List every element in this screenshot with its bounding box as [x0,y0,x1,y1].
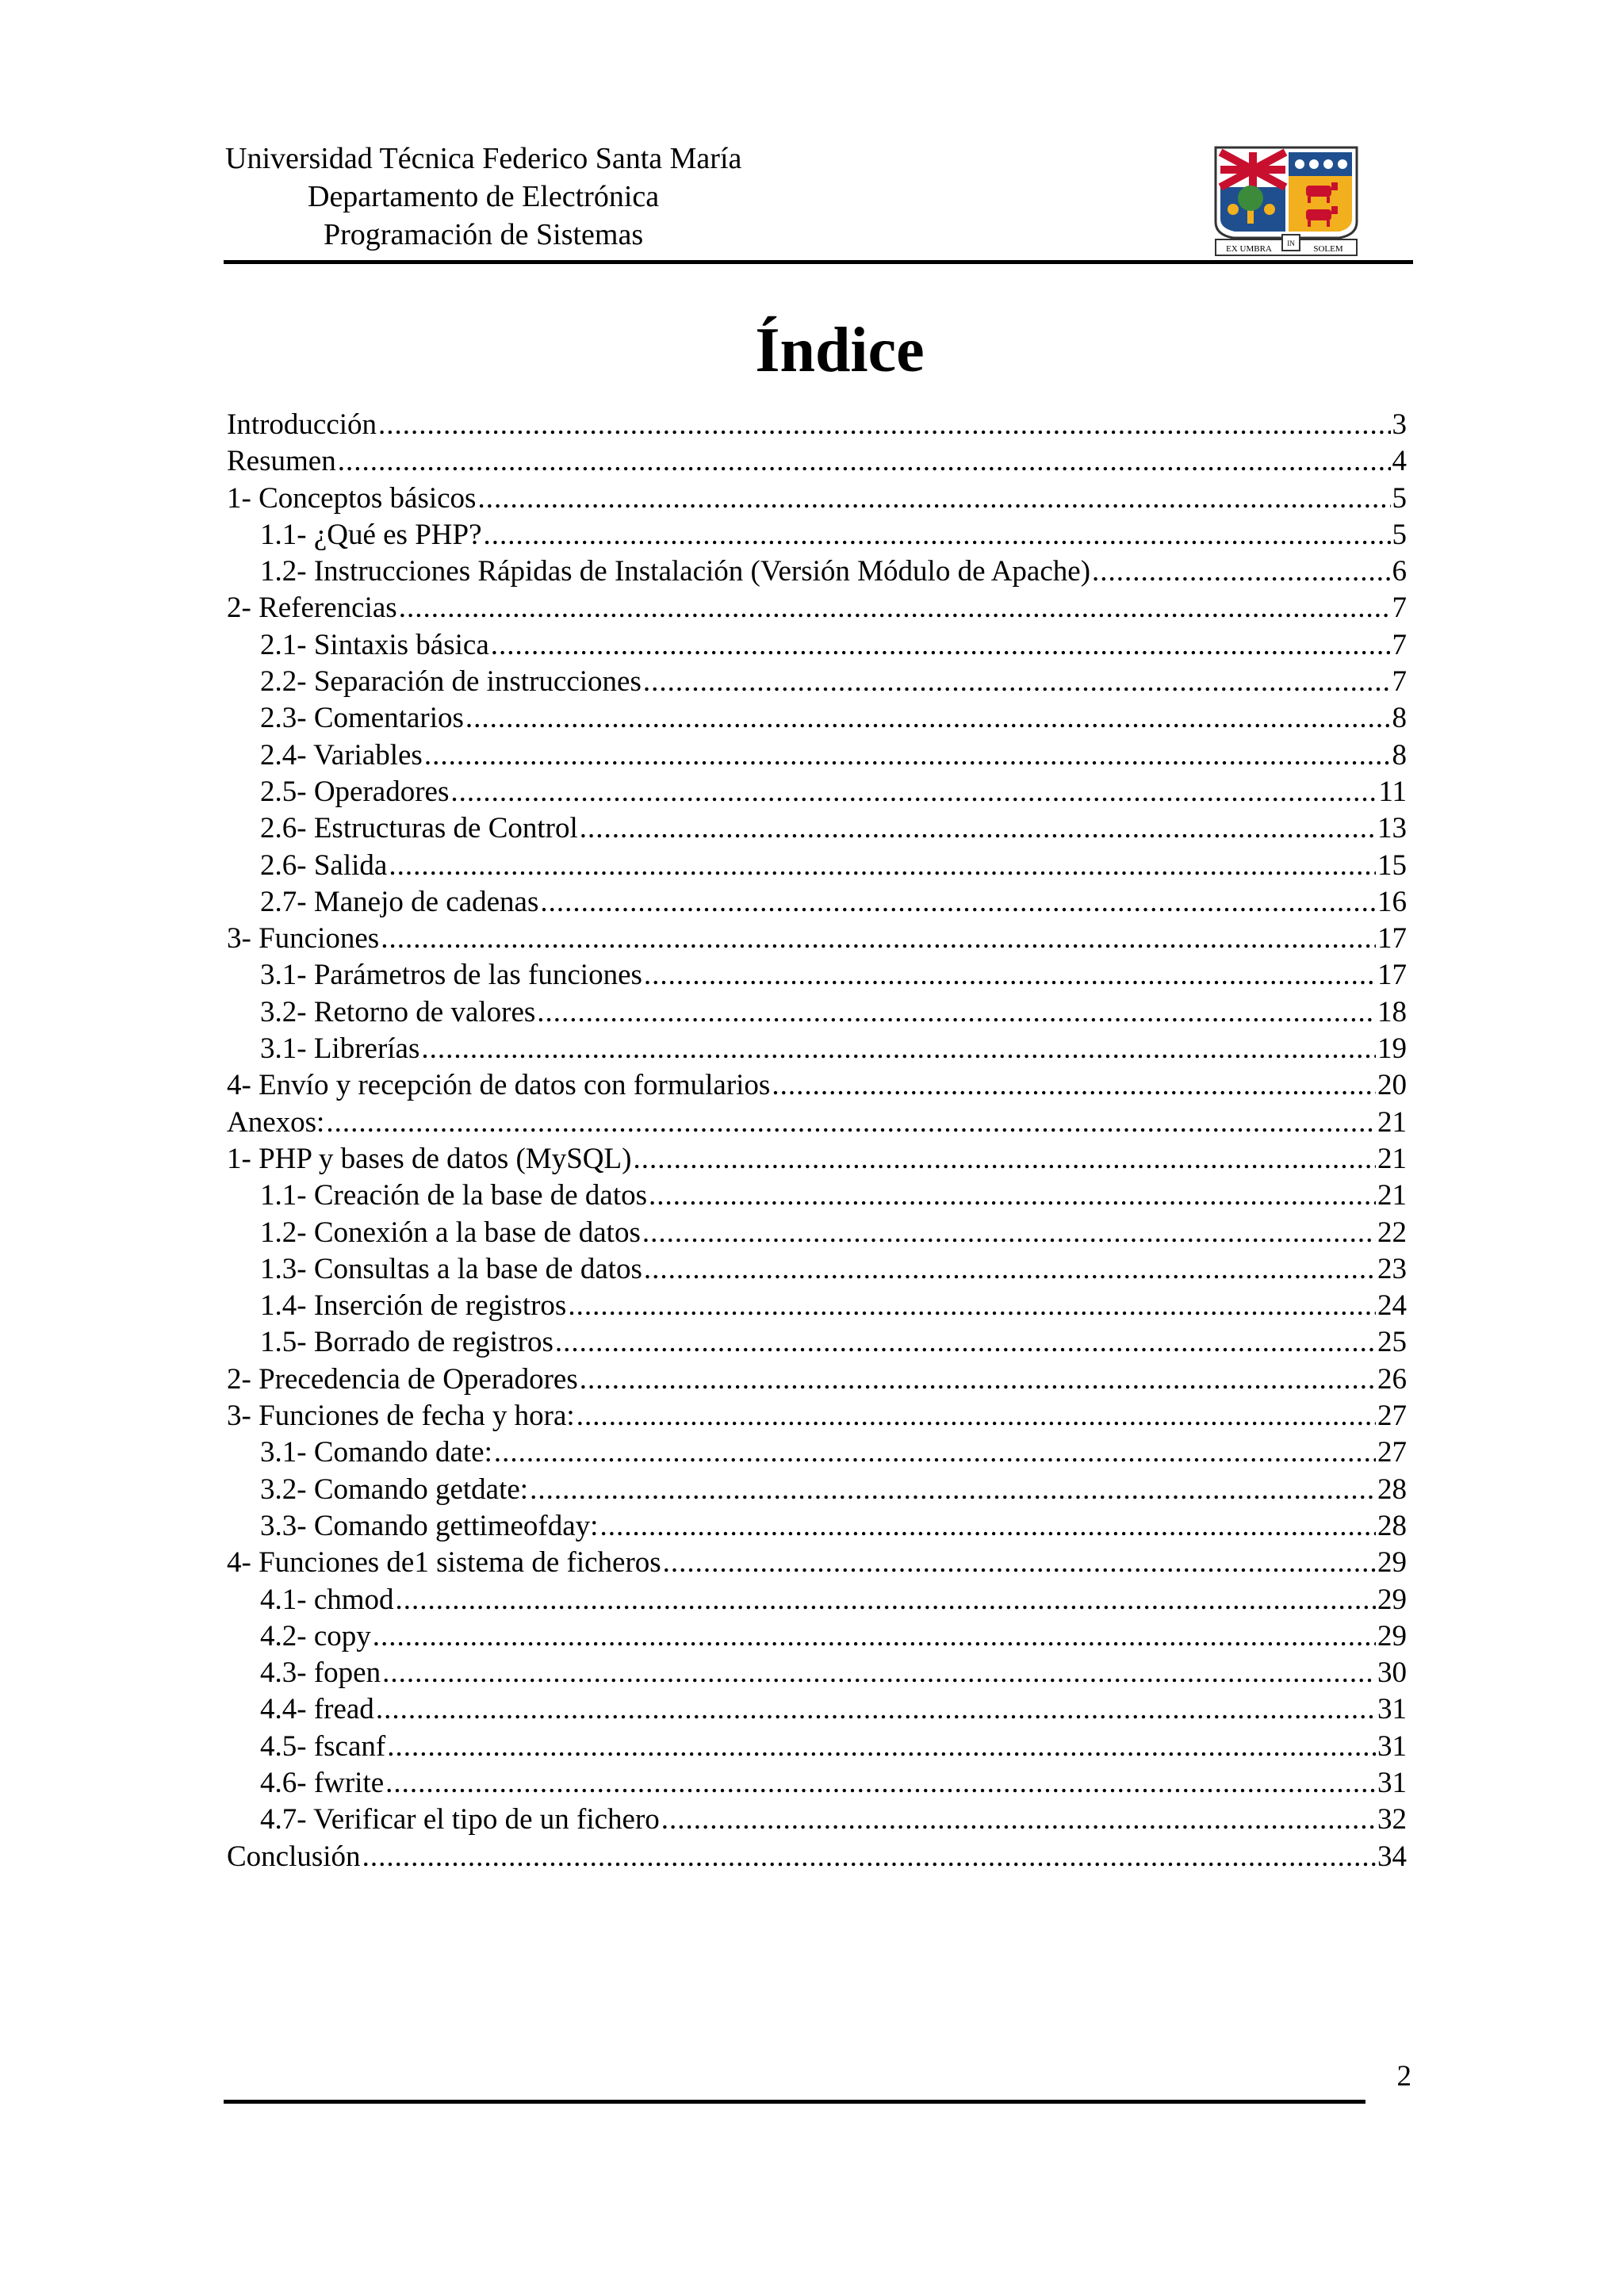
toc-entry-label: 3- Funciones [227,922,380,956]
toc-entry-label: Conclusión [227,1840,361,1873]
logo-motto-right: SOLEM [1313,244,1343,254]
toc-entry[interactable] [227,700,1407,737]
header-divider [224,260,1413,264]
toc-entry-page: 28 [1377,1509,1407,1542]
toc-dot-leader [576,1398,1376,1434]
toc-entry[interactable] [227,443,1407,480]
toc-dot-leader [362,1839,1376,1875]
toc-entry[interactable] [227,1398,1407,1434]
toc-entry-label: 4.1- chmod [260,1583,394,1616]
toc-entry-label: 3.2- Comando getdate: [260,1473,529,1506]
toc-entry-label: 3.3- Comando gettimeofday: [260,1509,599,1542]
toc-dot-leader [389,848,1376,884]
toc-entry-label: 3.1- Parámetros de las funciones [260,959,642,992]
toc-entry-label: 2.2- Separación de instrucciones [260,665,642,699]
toc-entry-label: 4.6- fwrite [260,1766,385,1799]
toc-entry-page: 34 [1377,1840,1407,1873]
toc-entry[interactable] [227,1545,1407,1581]
toc-dot-leader [465,700,1391,737]
toc-entry-label: 1.1- ¿Qué es PHP? [260,518,482,551]
table-of-contents [227,407,1407,1875]
toc-dot-leader [555,1324,1376,1361]
toc-entry-page: 7 [1392,665,1407,699]
toc-dot-leader [580,810,1376,847]
toc-entry[interactable] [227,407,1407,443]
toc-entry[interactable] [227,1324,1407,1361]
toc-entry[interactable] [227,1839,1407,1875]
toc-entry[interactable] [227,1765,1407,1802]
toc-entry-page: 31 [1377,1766,1407,1799]
toc-entry[interactable] [227,1141,1407,1178]
toc-entry-page: 17 [1377,959,1407,992]
toc-entry-page: 8 [1392,702,1407,735]
toc-dot-leader [484,517,1391,553]
toc-dot-leader [537,994,1376,1031]
toc-entry-page: 28 [1377,1473,1407,1506]
toc-dot-leader [387,1729,1376,1765]
toc-entry[interactable] [227,517,1407,553]
toc-entry[interactable] [227,1361,1407,1398]
toc-dot-leader [385,1765,1376,1802]
toc-dot-leader [642,1215,1376,1251]
toc-entry-page: 18 [1377,995,1407,1028]
toc-entry-page: 29 [1377,1619,1407,1653]
toc-entry[interactable] [227,1434,1407,1471]
page-header [225,140,1415,266]
toc-entry-page: 27 [1377,1436,1407,1469]
toc-dot-leader [491,627,1391,664]
toc-entry-label: 3.1- Comando date: [260,1436,492,1469]
toc-entry-label: 2.7- Manejo de cadenas [260,885,539,918]
toc-dot-leader [378,407,1390,443]
toc-entry[interactable] [227,1105,1407,1141]
toc-entry[interactable] [227,957,1407,994]
toc-entry-page: 23 [1377,1252,1407,1285]
toc-entry[interactable] [227,994,1407,1031]
toc-entry-page: 11 [1378,775,1407,808]
toc-entry[interactable] [227,848,1407,884]
toc-dot-leader [424,737,1391,774]
toc-dot-leader [649,1178,1376,1214]
toc-entry-label: 4.2- copy [260,1619,371,1653]
toc-entry-page: 20 [1377,1069,1407,1102]
toc-entry-label: 4- Funciones de1 sistema de ficheros [227,1546,661,1580]
toc-dot-leader [494,1434,1376,1471]
toc-dot-leader [661,1802,1376,1838]
toc-entry-label: 4.4- fread [260,1693,374,1726]
toc-entry[interactable] [227,1031,1407,1067]
toc-entry-label: 2.5- Operadores [260,775,450,808]
toc-dot-leader [326,1105,1376,1141]
toc-dot-leader [530,1472,1376,1508]
toc-entry[interactable] [227,1178,1407,1214]
toc-entry-page: 25 [1377,1326,1407,1359]
toc-entry-page: 8 [1392,738,1407,772]
footer-divider [224,2100,1365,2104]
toc-entry-label: 3.2- Retorno de valores [260,995,536,1028]
toc-dot-leader [633,1141,1376,1178]
toc-entry[interactable] [227,1067,1407,1104]
toc-dot-leader [580,1361,1376,1398]
toc-dot-leader [399,590,1391,626]
toc-entry[interactable] [227,627,1407,664]
toc-dot-leader [540,884,1376,921]
toc-entry-label: 1.2- Instrucciones Rápidas de Instalación (Versión Módulo de Apache) [260,555,1091,588]
toc-entry-label: 2.1- Sintaxis básica [260,628,489,661]
toc-entry[interactable] [227,737,1407,774]
toc-entry[interactable] [227,664,1407,700]
toc-entry-page: 21 [1377,1179,1407,1212]
toc-entry-label: 4.5- fscanf [260,1729,386,1763]
toc-entry-label: 4.3- fopen [260,1656,381,1690]
toc-dot-leader [663,1545,1376,1581]
toc-dot-leader [644,957,1376,994]
toc-entry[interactable] [227,1251,1407,1288]
toc-entry-label: 1.2- Conexión a la base de datos [260,1216,641,1249]
toc-entry-page: 31 [1377,1729,1407,1763]
toc-entry[interactable] [227,1472,1407,1508]
toc-entry-label: 1- Conceptos básicos [227,481,477,515]
toc-entry-label: 2- Referencias [227,592,397,625]
toc-entry[interactable] [227,1802,1407,1838]
toc-entry-page: 30 [1377,1656,1407,1690]
toc-dot-leader [421,1031,1376,1067]
header-text [225,140,741,254]
toc-entry-page: 31 [1377,1693,1407,1726]
toc-entry[interactable] [227,1618,1407,1655]
toc-dot-leader [396,1582,1376,1618]
page-number: 2 [1396,2060,1411,2093]
logo-motto-mid: IN [1287,239,1295,247]
toc-entry-label: 2- Precedencia de Operadores [227,1362,578,1396]
toc-entry-page: 13 [1377,812,1407,845]
toc-entry-page: 21 [1377,1105,1407,1139]
toc-entry-label: 1.4- Inserción de registros [260,1289,567,1323]
toc-entry[interactable] [227,810,1407,847]
toc-dot-leader [644,1251,1376,1288]
toc-entry[interactable] [227,774,1407,810]
university-crest-logo [1212,146,1360,259]
toc-entry-page: 5 [1392,481,1407,515]
toc-entry-label: 2.6- Estructuras de Control [260,812,578,845]
toc-dot-leader [477,481,1390,517]
toc-entry-page: 26 [1377,1362,1407,1396]
toc-dot-leader [568,1288,1376,1324]
toc-dot-leader [599,1508,1376,1545]
toc-entry[interactable] [227,1655,1407,1691]
toc-entry-label: 4- Envío y recepción de datos con formularios [227,1069,771,1102]
toc-entry[interactable] [227,590,1407,626]
toc-entry-page: 6 [1392,555,1407,588]
toc-entry[interactable] [227,481,1407,517]
toc-entry[interactable] [227,1691,1407,1728]
toc-entry-page: 3 [1392,408,1407,441]
toc-entry-page: 24 [1377,1289,1407,1323]
toc-entry-label: Anexos: [227,1105,325,1139]
course-name: Programación de Sistemas [324,218,644,251]
toc-entry[interactable] [227,1729,1407,1765]
toc-entry[interactable] [227,1288,1407,1324]
toc-dot-leader [338,443,1391,480]
logo-motto-left: EX UMBRA [1226,244,1272,254]
department-name: Departamento de Electrónica [308,180,660,213]
toc-entry-label: 1.1- Creación de la base de datos [260,1179,648,1212]
toc-entry-page: 21 [1377,1142,1407,1175]
toc-entry-page: 22 [1377,1216,1407,1249]
toc-entry-page: 16 [1377,885,1407,918]
toc-dot-leader [450,774,1377,810]
toc-entry-page: 17 [1377,922,1407,956]
toc-dot-leader [643,664,1391,700]
toc-entry-label: Introducción [227,408,377,441]
university-name: Universidad Técnica Federico Santa María [225,142,742,175]
toc-dot-leader [1092,553,1390,590]
toc-entry-page: 32 [1377,1803,1407,1836]
toc-entry-page: 15 [1377,848,1407,882]
toc-entry-page: 4 [1392,445,1407,478]
toc-entry-label: 1.5- Borrado de registros [260,1326,553,1359]
toc-entry-label: 2.3- Comentarios [260,702,464,735]
toc-entry-label: 3.1- Librerías [260,1032,420,1066]
toc-entry[interactable] [227,884,1407,921]
toc-entry-label: Resumen [227,445,336,478]
toc-entry-page: 27 [1377,1400,1407,1433]
toc-dot-leader [373,1618,1376,1655]
toc-dot-leader [381,921,1376,957]
page-title: Índice [755,316,925,385]
toc-dot-leader [376,1691,1376,1728]
toc-entry-label: 1.3- Consultas a la base de datos [260,1252,642,1285]
toc-entry-label: 2.4- Variables [260,738,423,772]
toc-dot-leader [772,1067,1376,1104]
toc-entry-page: 19 [1377,1032,1407,1066]
toc-entry-label: 2.6- Salida [260,848,388,882]
toc-entry-page: 29 [1377,1583,1407,1616]
toc-entry[interactable] [227,1582,1407,1618]
toc-entry-page: 7 [1392,628,1407,661]
toc-entry-page: 29 [1377,1546,1407,1580]
toc-entry-label: 1- PHP y bases de datos (MySQL) [227,1142,632,1175]
toc-entry-page: 5 [1392,518,1407,551]
toc-entry[interactable] [227,1508,1407,1545]
toc-entry-label: 4.7- Verificar el tipo de un fichero [260,1803,660,1836]
toc-entry-label: 3- Funciones de fecha y hora: [227,1400,575,1433]
toc-entry[interactable] [227,553,1407,590]
toc-entry[interactable] [227,1215,1407,1251]
toc-entry[interactable] [227,921,1407,957]
toc-dot-leader [382,1655,1376,1691]
toc-entry-page: 7 [1392,592,1407,625]
